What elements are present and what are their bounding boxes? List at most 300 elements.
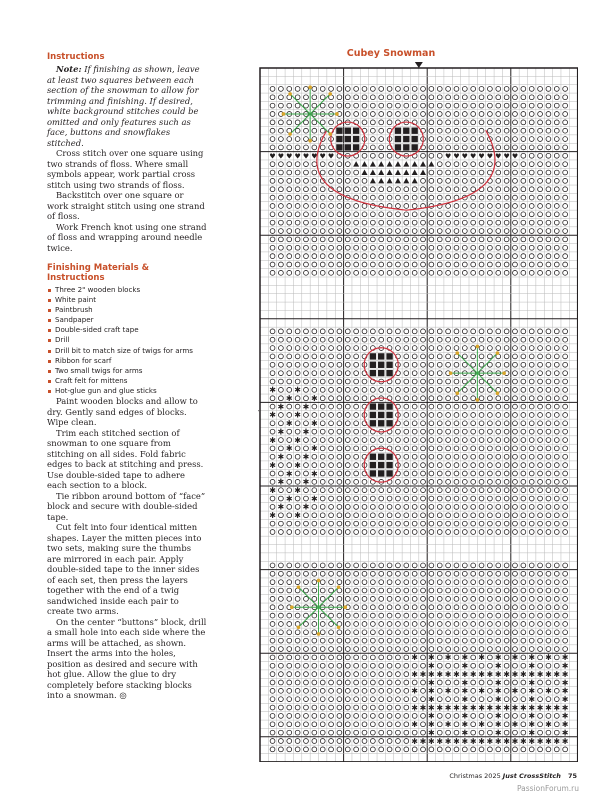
french-knot — [455, 391, 459, 395]
stitch-open — [312, 588, 317, 593]
stitch-open — [538, 137, 543, 142]
stitch-open — [521, 638, 526, 643]
stitch-open — [304, 580, 309, 585]
material-item: Paintbrush — [47, 305, 207, 315]
stitch-open — [295, 103, 300, 108]
stitch-open — [421, 596, 426, 601]
stitch-open — [546, 747, 551, 752]
stitch-open — [345, 496, 350, 501]
stitch-open — [521, 446, 526, 451]
stitch-open — [454, 421, 459, 426]
stitch-open — [396, 112, 401, 117]
stitch-open — [404, 463, 409, 468]
stitch-open — [320, 471, 325, 476]
stitch-open — [329, 413, 334, 418]
stitch-open — [379, 739, 384, 744]
stitch-open — [471, 563, 476, 568]
stitch-open — [279, 120, 284, 125]
stitch-open — [504, 680, 509, 685]
stitch-open — [471, 471, 476, 476]
stitch-open — [270, 605, 275, 610]
stitch-open — [354, 429, 359, 434]
stitch-open — [329, 730, 334, 735]
stitch-open — [279, 747, 284, 752]
stitch-open — [287, 429, 292, 434]
stitch-open — [412, 530, 417, 535]
stitch-open — [287, 204, 292, 209]
stitch-open — [479, 204, 484, 209]
stitch-open — [387, 87, 392, 92]
stitch-open — [554, 195, 559, 200]
stitch-open — [345, 563, 350, 568]
stitch-open — [404, 496, 409, 501]
stitch-star: ✱ — [461, 669, 469, 679]
stitch-open — [320, 337, 325, 342]
stitch-open — [446, 404, 451, 409]
stitch-open — [370, 329, 375, 334]
stitch-open — [488, 488, 493, 493]
stitch-star: ✱ — [486, 736, 494, 746]
stitch-star: ✱ — [494, 720, 502, 730]
stitch-open — [387, 714, 392, 719]
stitch-open — [462, 379, 467, 384]
stitch-open — [337, 396, 342, 401]
stitch-open — [337, 622, 342, 627]
stitch-open — [454, 270, 459, 275]
stitch-open — [554, 479, 559, 484]
stitch-open — [345, 220, 350, 225]
stitch-open — [437, 103, 442, 108]
stitch-open — [429, 580, 434, 585]
stitch-open — [479, 137, 484, 142]
stitch-open — [546, 638, 551, 643]
stitch-open — [421, 254, 426, 259]
stitch-open — [379, 112, 384, 117]
stitch-open — [471, 346, 476, 351]
stitch-open — [354, 413, 359, 418]
stitch-open — [312, 145, 317, 150]
stitch-open — [396, 496, 401, 501]
stitch-open — [362, 496, 367, 501]
stitch-star: ✱ — [285, 494, 293, 504]
stitch-star: ✱ — [444, 703, 452, 713]
stitch-open — [295, 95, 300, 100]
page-footer — [449, 772, 577, 780]
stitch-open — [270, 680, 275, 685]
stitch-open — [488, 362, 493, 367]
stitch-dark — [395, 128, 401, 134]
stitch-open — [287, 245, 292, 250]
stitch-open — [521, 530, 526, 535]
stitch-open — [471, 220, 476, 225]
stitch-open — [295, 429, 300, 434]
stitch-open — [446, 471, 451, 476]
stitch-open — [504, 212, 509, 217]
stitch-open — [454, 513, 459, 518]
stitch-open — [412, 471, 417, 476]
stitch-open — [437, 429, 442, 434]
stitch-open — [471, 103, 476, 108]
stitch-open — [471, 446, 476, 451]
stitch-open — [496, 112, 501, 117]
stitch-open — [563, 638, 568, 643]
stitch-open — [462, 580, 467, 585]
stitch-open — [320, 705, 325, 710]
stitch-open — [270, 346, 275, 351]
stitch-open — [337, 379, 342, 384]
stitch-open — [345, 571, 350, 576]
stitch-open — [287, 187, 292, 192]
stitch-open — [479, 346, 484, 351]
stitch-open — [279, 421, 284, 426]
stitch-open — [554, 663, 559, 668]
stitch-open — [412, 505, 417, 510]
stitch-open — [496, 613, 501, 618]
stitch-open — [513, 220, 518, 225]
stitch-open — [270, 421, 275, 426]
stitch-open — [471, 237, 476, 242]
stitch-open — [496, 530, 501, 535]
stitch-dark — [386, 403, 392, 409]
stitch-open — [521, 245, 526, 250]
stitch-dark — [386, 462, 392, 468]
stitch-open — [554, 730, 559, 735]
stitch-open — [529, 747, 534, 752]
stitch-star: ✱ — [310, 494, 318, 504]
stitch-open — [295, 404, 300, 409]
stitch-open — [471, 505, 476, 510]
stitch-open — [446, 622, 451, 627]
stitch-star: ✱ — [561, 669, 569, 679]
stitch-open — [546, 87, 551, 92]
stitch-star: ✱ — [461, 703, 469, 713]
stitch-open — [329, 120, 334, 125]
stitch-open — [488, 103, 493, 108]
stitch-open — [387, 613, 392, 618]
stitch-open — [379, 329, 384, 334]
stitch-open — [295, 680, 300, 685]
stitch-open — [462, 346, 467, 351]
stitch-open — [404, 580, 409, 585]
stitch-open — [554, 596, 559, 601]
stitch-open — [546, 204, 551, 209]
stitch-open — [345, 488, 350, 493]
stitch-open — [287, 178, 292, 183]
stitch-open — [396, 438, 401, 443]
stitch-open — [437, 413, 442, 418]
stitch-star: ✱ — [436, 703, 444, 713]
stitch-open — [279, 446, 284, 451]
stitch-open — [454, 379, 459, 384]
stitch-open — [504, 262, 509, 267]
stitch-triangle — [403, 161, 409, 167]
stitch-open — [270, 396, 275, 401]
stitch-open — [546, 145, 551, 150]
stitch-open — [488, 513, 493, 518]
stitch-open — [488, 229, 493, 234]
stitch-star: ✱ — [277, 452, 285, 462]
stitch-open — [362, 329, 367, 334]
stitch-open — [488, 530, 493, 535]
stitch-open — [362, 479, 367, 484]
stitch-open — [387, 195, 392, 200]
stitch-open — [529, 588, 534, 593]
stitch-open — [421, 187, 426, 192]
stitch-dark — [370, 412, 376, 418]
stitch-open — [462, 438, 467, 443]
stitch-open — [454, 647, 459, 652]
stitch-open — [504, 195, 509, 200]
stitch-star: ✱ — [285, 419, 293, 429]
stitch-open — [295, 730, 300, 735]
stitch-open — [295, 204, 300, 209]
stitch-open — [446, 212, 451, 217]
stitch-open — [320, 404, 325, 409]
stitch-open — [554, 87, 559, 92]
stitch-heart: ♥ — [511, 152, 519, 161]
stitch-open — [345, 413, 350, 418]
stitch-open — [396, 521, 401, 526]
stitch-open — [496, 362, 501, 367]
stitch-open — [287, 513, 292, 518]
stitch-triangle — [412, 170, 418, 176]
stitch-open — [513, 730, 518, 735]
stitch-open — [337, 87, 342, 92]
stitch-open — [529, 638, 534, 643]
stitch-open — [354, 337, 359, 342]
stitch-open — [554, 153, 559, 158]
stitch-open — [387, 438, 392, 443]
finishing-step-mittens: Cut felt into four identical mitten shapes. Layer the mitten pieces into two sets, making sure the thumbs are mirrored in each pair. Apply double-sided tape to the inner sides of each set, then press the layers together with the end of a twig sandwiched inside each pair to create two arms. — [47, 522, 202, 617]
stitch-open — [563, 379, 568, 384]
stitch-open — [529, 162, 534, 167]
stitch-open — [312, 329, 317, 334]
stitch-star: ✱ — [302, 502, 310, 512]
stitch-open — [329, 178, 334, 183]
stitch-open — [462, 421, 467, 426]
stitch-open — [362, 379, 367, 384]
stitch-open — [471, 379, 476, 384]
stitch-open — [446, 563, 451, 568]
stitch-open — [421, 605, 426, 610]
stitch-open — [295, 638, 300, 643]
stitch-open — [320, 563, 325, 568]
stitch-open — [446, 137, 451, 142]
stitch-open — [270, 87, 275, 92]
stitch-star: ✱ — [302, 402, 310, 412]
stitch-open — [554, 722, 559, 727]
stitch-open — [270, 379, 275, 384]
stitch-open — [504, 563, 509, 568]
stitch-open — [404, 220, 409, 225]
stitch-open — [312, 220, 317, 225]
stitch-open — [404, 630, 409, 635]
stitch-open — [454, 479, 459, 484]
stitch-open — [538, 647, 543, 652]
stitch-open — [270, 429, 275, 434]
stitch-open — [295, 337, 300, 342]
stitch-open — [320, 680, 325, 685]
stitch-open — [488, 655, 493, 660]
stitch-open — [287, 379, 292, 384]
stitch-open — [513, 454, 518, 459]
stitch-open — [337, 663, 342, 668]
stitch-open — [362, 112, 367, 117]
stitch-open — [471, 638, 476, 643]
stitch-open — [270, 521, 275, 526]
french-knot — [317, 632, 321, 636]
stitch-open — [379, 747, 384, 752]
stitch-open — [270, 262, 275, 267]
stitch-open — [404, 87, 409, 92]
stitch-open — [320, 513, 325, 518]
stitch-star: ✱ — [545, 703, 552, 713]
stitch-open — [538, 354, 543, 359]
stitch-open — [312, 596, 317, 601]
stitch-open — [412, 596, 417, 601]
stitch-open — [287, 530, 292, 535]
stitch-open — [554, 145, 559, 150]
stitch-open — [504, 346, 509, 351]
stitch-open — [462, 463, 467, 468]
stitch-open — [279, 145, 284, 150]
stitch-open — [320, 245, 325, 250]
stitch-open — [554, 463, 559, 468]
stitch-open — [387, 722, 392, 727]
stitch-triangle — [420, 170, 426, 176]
stitch-open — [546, 337, 551, 342]
stitch-open — [379, 212, 384, 217]
watermark: PassionForum.ru — [516, 784, 579, 793]
stitch-open — [387, 237, 392, 242]
stitch-open — [270, 739, 275, 744]
stitch-open — [471, 722, 476, 727]
stitch-open — [521, 513, 526, 518]
stitch-open — [279, 496, 284, 501]
stitch-open — [270, 204, 275, 209]
page-number: 75 — [567, 772, 577, 780]
stitch-open — [437, 571, 442, 576]
stitch-open — [421, 371, 426, 376]
issue-label: Christmas 2025 — [449, 772, 501, 780]
stitch-open — [279, 655, 284, 660]
stitch-open — [387, 496, 392, 501]
stitch-star: ✱ — [486, 703, 494, 713]
stitch-star: ✱ — [494, 736, 502, 746]
stitch-open — [287, 362, 292, 367]
stitch-open — [462, 262, 467, 267]
stitch-star: ✱ — [411, 669, 419, 679]
stitch-open — [454, 571, 459, 576]
stitch-open — [270, 747, 275, 752]
stitch-open — [387, 688, 392, 693]
stitch-open — [329, 362, 334, 367]
stitch-open — [295, 697, 300, 702]
stitch-open — [479, 145, 484, 150]
stitch-open — [354, 588, 359, 593]
stitch-open — [554, 438, 559, 443]
center-arrow-top — [415, 62, 423, 68]
stitch-open — [287, 346, 292, 351]
stitch-open — [412, 95, 417, 100]
stitch-open — [513, 530, 518, 535]
stitch-open — [504, 613, 509, 618]
stitch-open — [471, 128, 476, 133]
stitch-open — [546, 245, 551, 250]
stitch-open — [304, 463, 309, 468]
stitch-open — [446, 747, 451, 752]
stitch-open — [513, 471, 518, 476]
stitch-open — [437, 688, 442, 693]
stitch-open — [454, 463, 459, 468]
stitch-open — [454, 454, 459, 459]
stitch-open — [454, 638, 459, 643]
stitch-open — [412, 337, 417, 342]
stitch-open — [421, 346, 426, 351]
stitch-open — [479, 496, 484, 501]
stitch-open — [320, 229, 325, 234]
stitch-open — [454, 337, 459, 342]
stitch-open — [421, 571, 426, 576]
stitch-open — [387, 622, 392, 627]
stitch-open — [270, 471, 275, 476]
stitch-open — [521, 563, 526, 568]
stitch-open — [504, 429, 509, 434]
stitch-open — [446, 429, 451, 434]
stitch-open — [295, 714, 300, 719]
stitch-open — [462, 128, 467, 133]
stitch-dark — [378, 420, 384, 426]
stitch-open — [454, 730, 459, 735]
stitch-open — [538, 714, 543, 719]
stitch-open — [312, 212, 317, 217]
stitch-open — [479, 237, 484, 242]
stitch-open — [429, 195, 434, 200]
stitch-open — [437, 596, 442, 601]
stitch-open — [446, 245, 451, 250]
stitch-star: ✱ — [277, 427, 285, 437]
stitch-open — [320, 496, 325, 501]
stitch-open — [379, 120, 384, 125]
stitch-open — [454, 329, 459, 334]
stitch-open — [312, 128, 317, 133]
stitch-open — [412, 346, 417, 351]
stitch-open — [404, 212, 409, 217]
stitch-open — [329, 655, 334, 660]
stitch-open — [488, 496, 493, 501]
stitch-open — [504, 647, 509, 652]
stitch-open — [496, 647, 501, 652]
stitch-open — [471, 413, 476, 418]
stitch-open — [287, 262, 292, 267]
stitch-open — [279, 195, 284, 200]
stitch-open — [471, 605, 476, 610]
stitch-open — [396, 446, 401, 451]
stitch-open — [513, 596, 518, 601]
stitch-open — [304, 663, 309, 668]
stitch-open — [337, 362, 342, 367]
stitch-open — [320, 429, 325, 434]
stitch-open — [563, 162, 568, 167]
stitch-star: ✱ — [511, 669, 519, 679]
stitch-open — [521, 588, 526, 593]
stitch-open — [362, 647, 367, 652]
stitch-open — [437, 722, 442, 727]
stitch-open — [304, 346, 309, 351]
stitch-star: ✱ — [302, 477, 310, 487]
stitch-open — [446, 630, 451, 635]
stitch-open — [471, 479, 476, 484]
